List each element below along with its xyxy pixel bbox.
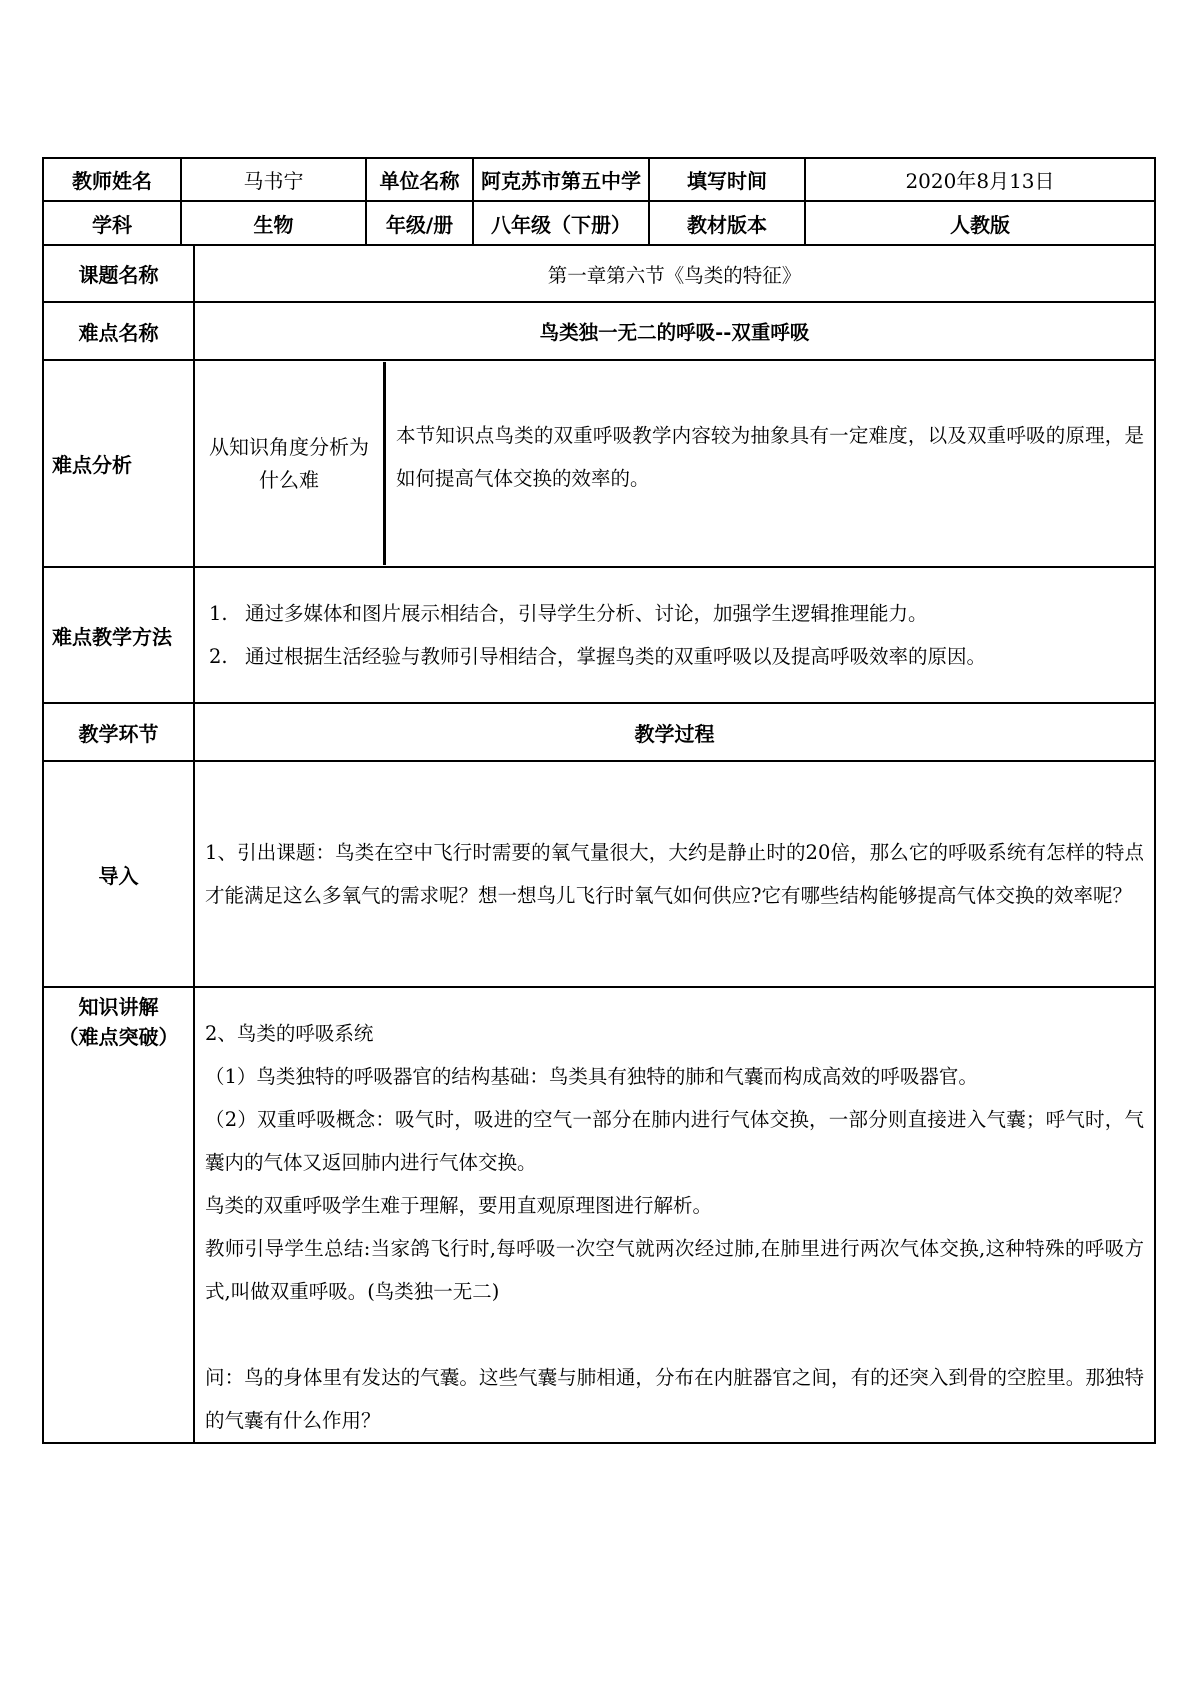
grade-value: 八年级（下册）	[473, 201, 649, 245]
analysis-sub-label: 从知识角度分析为什么难	[209, 434, 369, 492]
date-value: 2020年8月13日	[805, 158, 1155, 201]
subject-value: 生物	[181, 201, 366, 245]
knowledge-content	[194, 987, 1155, 1443]
knowledge-label-line1: 知识讲解	[78, 995, 159, 1019]
analysis-split	[195, 362, 1154, 565]
edition-label: 教材版本	[649, 201, 805, 245]
difficulty-row	[43, 302, 1155, 360]
analysis-row	[43, 360, 1155, 567]
intro-text: 1、引出课题：鸟类在空中飞行时需要的氧气量很大，大约是静止时的20倍，那么它的呼吸系统有怎样的特点才能满足这么多氧气的需求呢？想一想鸟儿飞行时氧气如何供应?它有哪些结构能够提高气体交换的效率呢？	[205, 841, 1144, 907]
knowledge-p1: 2、鸟类的呼吸系统	[205, 1022, 374, 1045]
method-item-2-text: 通过根据生活经验与教师引导相结合，掌握鸟类的双重呼吸以及提高呼吸效率的原因。	[245, 645, 987, 668]
subject-label: 学科	[43, 201, 181, 245]
method-content	[194, 567, 1155, 703]
knowledge-row	[43, 987, 1155, 1443]
knowledge-label	[43, 987, 194, 1443]
topic-row	[43, 245, 1155, 302]
method-item-1	[205, 592, 1144, 635]
knowledge-p2: （1）鸟类独特的呼吸器官的结构基础：鸟类具有独特的肺和气囊而构成高效的呼吸器官。	[205, 1065, 978, 1088]
unit-value: 阿克苏市第五中学	[473, 158, 649, 201]
teacher-value: 马书宁	[181, 158, 366, 201]
analysis-content	[194, 360, 1155, 567]
knowledge-p3: （2）双重呼吸概念：吸气时，吸进的空气一部分在肺内进行气体交换，一部分则直接进入气囊；呼气时，气囊内的气体又返回肺内进行气体交换。	[205, 1108, 1144, 1174]
header-table	[42, 157, 1156, 246]
edition-value: 人教版	[805, 201, 1155, 245]
method-item-1-text: 通过多媒体和图片展示相结合，引导学生分析、讨论，加强学生逻辑推理能力。	[245, 602, 928, 625]
analysis-sub-cell	[195, 362, 386, 565]
difficulty-value: 鸟类独一无二的呼吸--双重呼吸	[194, 302, 1155, 360]
process-header-row	[43, 703, 1155, 761]
intro-label: 导入	[43, 761, 194, 987]
method-label: 难点教学方法	[43, 567, 194, 703]
method-row	[43, 567, 1155, 703]
intro-content	[194, 761, 1155, 987]
difficulty-label: 难点名称	[43, 302, 194, 360]
lesson-plan-table	[42, 157, 1154, 1444]
topic-value: 第一章第六节《鸟类的特征》	[194, 245, 1155, 302]
process-header-value: 教学过程	[194, 703, 1155, 761]
knowledge-spacer	[205, 1313, 1144, 1356]
teacher-label: 教师姓名	[43, 158, 181, 201]
header-row-1	[43, 158, 1155, 201]
date-label: 填写时间	[649, 158, 805, 201]
analysis-label: 难点分析	[43, 360, 194, 567]
grade-label: 年级/册	[366, 201, 473, 245]
analysis-text: 本节知识点鸟类的双重呼吸教学内容较为抽象具有一定难度，以及双重呼吸的原理，是如何提高气体交换的效率的。	[396, 424, 1144, 490]
knowledge-p4: 鸟类的双重呼吸学生难于理解，要用直观原理图进行解析。	[205, 1194, 713, 1217]
unit-label: 单位名称	[366, 158, 473, 201]
knowledge-p5: 教师引导学生总结:当家鸽飞行时,每呼吸一次空气就两次经过肺,在肺里进行两次气体交换,这种特殊的呼吸方式,叫做双重呼吸。(鸟类独一无二)	[205, 1237, 1144, 1303]
body-table	[42, 244, 1156, 1444]
analysis-text-cell	[386, 362, 1154, 565]
process-header-label: 教学环节	[43, 703, 194, 761]
method-item-2-num: 2.	[209, 645, 228, 668]
method-item-2	[205, 635, 1144, 678]
knowledge-label-line2: （难点突破）	[58, 1025, 179, 1049]
knowledge-p6: 问：鸟的身体里有发达的气囊。这些气囊与肺相通，分布在内脏器官之间，有的还突入到骨的空腔里。那独特的气囊有什么作用？	[205, 1366, 1144, 1432]
intro-row	[43, 761, 1155, 987]
header-row-2	[43, 201, 1155, 245]
topic-label: 课题名称	[43, 245, 194, 302]
method-item-1-num: 1.	[209, 602, 228, 625]
